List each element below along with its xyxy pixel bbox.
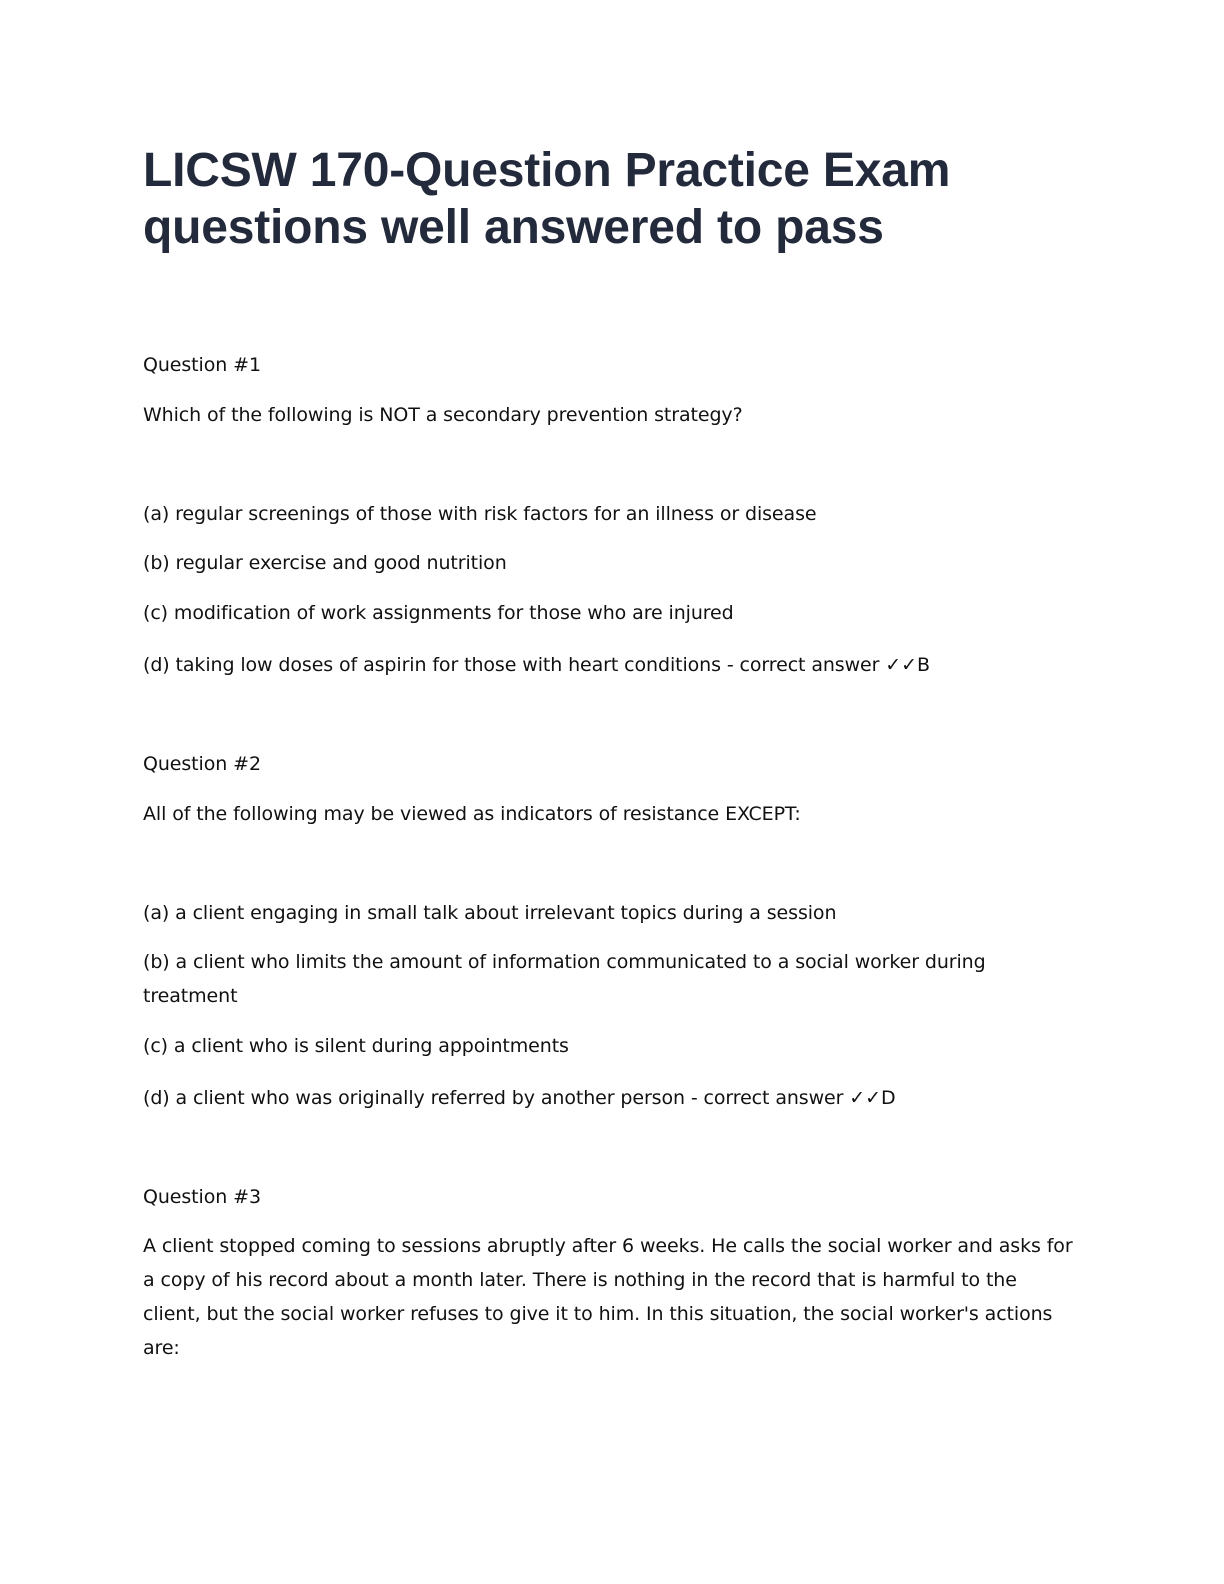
question-2-option-d-text: (d) a client who was originally referred by another person - correct answer [143, 1087, 850, 1109]
question-2-answer-letter: D [880, 1087, 896, 1109]
question-1-answer-letter: B [916, 654, 930, 676]
question-2-option-a: (a) a client engaging in small talk about irrelevant topics during a session [143, 902, 837, 924]
question-1-option-c: (c) modification of work assignments for those who are injured [143, 602, 734, 624]
question-1-option-d-text: (d) taking low doses of aspirin for those with heart conditions - correct answer [143, 654, 886, 676]
question-1-option-a: (a) regular screenings of those with risk factors for an illness or disease [143, 503, 817, 525]
check-marks-icon: ✓✓ [885, 654, 917, 676]
question-3-prompt: A client stopped coming to sessions abruptly after 6 weeks. He calls the social worker and asks for a copy of his record about a month later. There is nothing in the record that is harmful to the client, but the social worker refuses to give it to him. In this situation, the social worker's actions are: [143, 1235, 1073, 1359]
question-1-prompt: Which of the following is NOT a secondary prevention strategy? [143, 404, 743, 426]
question-1-heading: Question #1 [143, 354, 261, 376]
question-1-option-b: (b) regular exercise and good nutrition [143, 552, 507, 574]
question-1-option-d [143, 648, 930, 682]
check-marks-icon: ✓✓ [849, 1087, 881, 1109]
question-2-option-c: (c) a client who is silent during appointments [143, 1035, 569, 1057]
question-2-option-b: (b) a client who limits the amount of information communicated to a social worker during treatment [143, 951, 986, 1007]
question-3-heading: Question #3 [143, 1186, 261, 1208]
question-2-option-d [143, 1081, 895, 1115]
question-2-prompt: All of the following may be viewed as indicators of resistance EXCEPT: [143, 803, 801, 825]
document-title: LICSW 170-Question Practice Exam questions well answered to pass [143, 144, 951, 254]
question-2-heading: Question #2 [143, 753, 261, 775]
